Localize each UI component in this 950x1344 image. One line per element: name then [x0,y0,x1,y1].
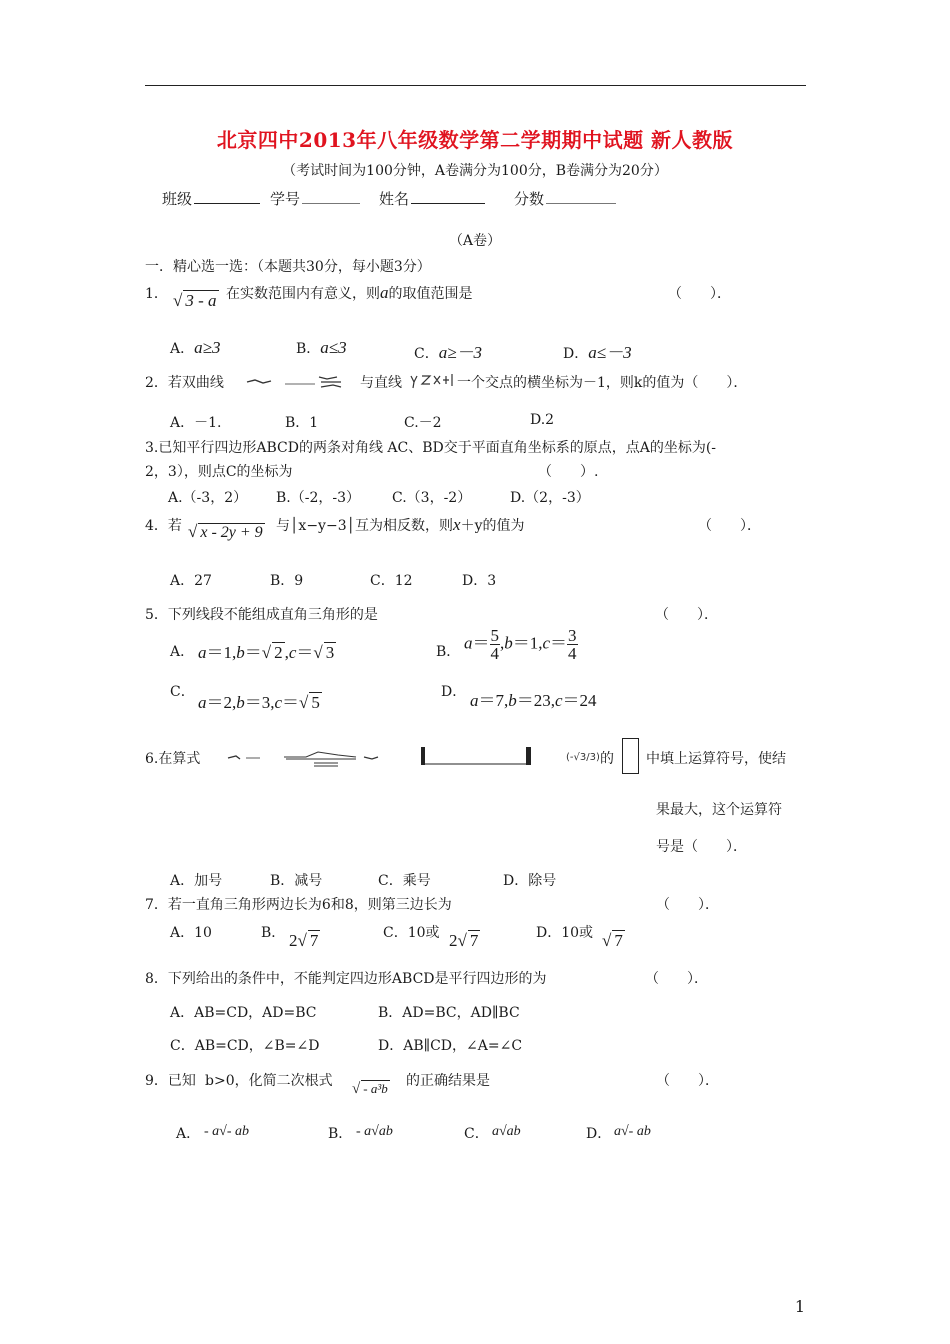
q6-line-2: 果最大，这个运算符 [656,802,782,818]
q8-option-c[interactable]: C．AB=CD，∠B=∠D [170,1038,320,1054]
q1-radical: √ 3 - a [173,291,217,310]
q9-option-a-label: A． [176,1126,201,1142]
q4-text: 与│x−y−3│互为相反数，则x＋y的值为 [276,515,525,534]
q4-number: 4．若 [145,518,182,534]
exam-instructions: （考试时间为100分钟，A卷满分为100分，B卷满分为20分） [282,163,668,179]
score-label: 分数 [514,190,545,208]
q7-option-b-label: B． [261,925,286,941]
q1-answer-paren: （ ）． [668,286,731,302]
q5-text: 5．下列线段不能组成直角三角形的是 [145,607,378,623]
q8-option-b[interactable]: B．AD=BC，AD∥BC [378,1005,520,1021]
q5-option-d[interactable]: a＝7,b＝23,c＝24 [470,691,597,710]
q2-line-formula-image [408,370,456,390]
q8-answer-paren: （ ）． [645,971,708,987]
q1-option-b[interactable]: B．a≤3 [296,338,347,357]
q7-text: 7．若一直角三角形两边长为6和8，则第三边长为 [145,897,452,913]
q7-option-d[interactable]: √ 7 [602,931,623,950]
q2-text-b: 与直线 [360,375,402,391]
q2-text-a: 2．若双曲线 [145,375,224,391]
q6-option-a[interactable]: A．加号 [170,873,223,889]
section-one-heading: 一．精心选一选：（本题共30分，每小题3分） [145,259,431,275]
q4-option-d[interactable]: D．3 [462,573,497,589]
q7-option-b[interactable]: 2√ 7 [289,931,319,950]
q5-option-b[interactable]: a＝ $\frac{5}{4}$ ,b＝1,c＝ $\frac{3}{4}$ [464,626,577,663]
q2-option-c[interactable]: C.－2 [404,415,442,431]
q6-text: 6.在算式 [145,751,201,767]
q9-text-2: 的正确结果是 [406,1073,490,1089]
q6-expression-image [226,749,386,769]
q3-option-a[interactable]: A.（-3，2） [168,490,248,506]
q7-option-d-label: D．10或 [536,925,594,941]
q3-line-2: 2，3），则点C的坐标为 [145,464,293,480]
q4-option-b[interactable]: B．9 [270,573,304,589]
page-title: 北京四中2013年八年级数学第二学期期中试题 新人教版 [216,128,734,152]
q6-bar-image [420,745,532,767]
q5-answer-paren: （ ）． [655,607,718,623]
q9-option-c-label: C． [464,1126,489,1142]
number-label: 学号 [270,190,301,208]
q1-option-a[interactable]: A．a≥3 [170,338,221,357]
name-blank [411,189,485,204]
q9-option-b[interactable]: - a√ab [356,1124,393,1139]
q6-option-c[interactable]: C．乘号 [378,873,431,889]
q2-text-c: 一个交点的横坐标为－1，则k的值为（ ）． [457,375,748,391]
q7-option-c[interactable]: 2√ 7 [449,931,479,950]
q4-option-c[interactable]: C．12 [370,573,413,589]
number-blank [302,189,360,204]
q9-option-b-label: B． [328,1126,353,1142]
header-rule [145,85,806,86]
q3-line-1: 3.已知平行四边形ABCD的两条对角线 AC、BD交于平面直角坐标系的原点，点A的坐标为(- [145,440,717,456]
page-number: 1 [794,1297,805,1316]
q9-condition: b>0，化简二次根式 [205,1073,333,1089]
q5-label-a: A． [170,644,195,660]
class-field [162,188,260,209]
q4-option-a[interactable]: A．27 [170,573,212,589]
q8-option-d[interactable]: D．AB∥CD，∠A=∠C [378,1038,523,1054]
q8-text: 8．下列给出的条件中，不能判定四边形ABCD是平行四边形的为 [145,971,547,987]
class-label: 班级 [162,190,193,208]
q6-fraction-image: (-√3/3) [566,752,600,763]
class-blank [194,189,260,204]
q2-option-d[interactable]: D.2 [530,412,555,428]
q3-option-d[interactable]: D.（2，-3） [510,490,590,506]
q9-text: 9．已知 [145,1073,196,1089]
q2-option-a[interactable]: A．－1. [170,415,222,431]
q3-option-c[interactable]: C.（3，-2） [392,490,472,506]
volume-label: （A卷） [448,233,502,249]
q8-option-a[interactable]: A．AB=CD，AD=BC [170,1005,317,1021]
q6-text-3: 中填上运算符号，使结 [646,751,786,767]
q1-option-c[interactable]: C．a≥－3 [414,343,483,362]
q2-option-b[interactable]: B．1 [285,415,319,431]
q5-option-c[interactable]: a＝2,b＝3,c＝√ 5 [198,693,320,712]
q9-answer-paren: （ ）． [656,1073,719,1089]
number-field [270,188,360,209]
q6-operator-box[interactable] [622,738,639,774]
q2-hyperbola-formula-image [245,373,351,391]
name-label: 姓名 [379,190,410,208]
score-field [514,188,616,209]
q9-option-a[interactable]: - a√- ab [204,1124,250,1139]
q9-radical: √ - a³b [352,1081,388,1097]
q7-answer-paren: （ ）． [656,897,719,913]
q7-option-a[interactable]: A．10 [170,925,212,941]
q1-option-d[interactable]: D．a≤－3 [563,343,632,362]
q9-option-c[interactable]: a√ab [492,1124,521,1139]
q5-label-b: B． [436,644,461,660]
q9-option-d[interactable]: a√- ab [614,1124,651,1139]
q5-option-a[interactable]: a＝1,b＝√ 2 ,c＝√ 3 [198,643,335,662]
q6-option-b[interactable]: B．减号 [270,873,323,889]
q9-option-d-label: D． [586,1126,612,1142]
q1-number: 1． [145,286,168,302]
name-field [379,188,485,209]
q5-label-c: C． [170,684,195,700]
q4-radical: √ x - 2y + 9 [188,522,263,541]
q6-option-d[interactable]: D．除号 [503,873,557,889]
q4-answer-paren: （ ）． [698,518,761,534]
q3-answer-paren: （ ）. [538,464,599,480]
q7-option-c-label: C．10或 [383,925,440,941]
q6-text-2: 的 [600,751,614,767]
q5-label-d: D． [441,684,467,700]
q1-text: 在实数范围内有意义，则a的取值范围是 [226,283,473,302]
q3-option-b[interactable]: B.（-2，-3） [276,490,361,506]
q6-line-3: 号是（ ）． [656,839,747,855]
score-blank [546,189,616,204]
